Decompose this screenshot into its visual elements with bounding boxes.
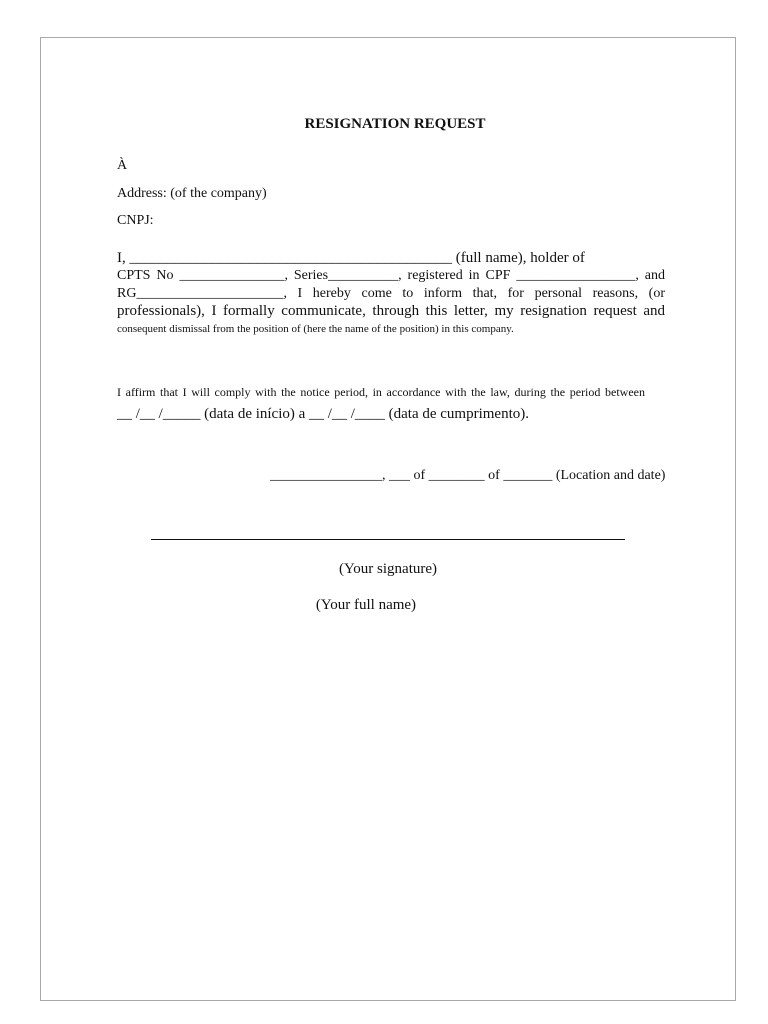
company-address-line: Address: (of the company)	[117, 186, 267, 201]
paragraph1-line3: RG_____________________, I hereby come to inform that, for personal reasons, (or	[117, 286, 665, 301]
signature-line	[151, 539, 625, 540]
recipient-line: À	[117, 158, 128, 173]
paragraph1-line4: professionals), I formally communicate, through this letter, my resignation request and	[117, 303, 665, 319]
full-name-caption: (Your full name)	[315, 597, 417, 613]
signature-caption: (Your signature)	[338, 561, 438, 577]
document-title: RESIGNATION REQUEST	[304, 116, 486, 132]
location-date-line: ________________, ___ of ________ of _______ (Location and date)	[270, 468, 666, 483]
paragraph1-line1: I, ___________________________________________ (full name), holder of	[117, 250, 585, 266]
paragraph2-line1: I affirm that I will comply with the notice period, in accordance with the law, during the period between	[117, 385, 645, 399]
paragraph2-line2: __ /__ /_____ (data de início) a __ /__ /____ (data de cumprimento).	[117, 406, 529, 422]
paragraph1-line2: CPTS No _______________, Series__________, registered in CPF _________________, and	[117, 268, 665, 283]
paragraph1-line5: consequent dismissal from the position of (here the name of the position) in this company.	[117, 323, 514, 335]
cnpj-line: CNPJ:	[117, 213, 154, 228]
